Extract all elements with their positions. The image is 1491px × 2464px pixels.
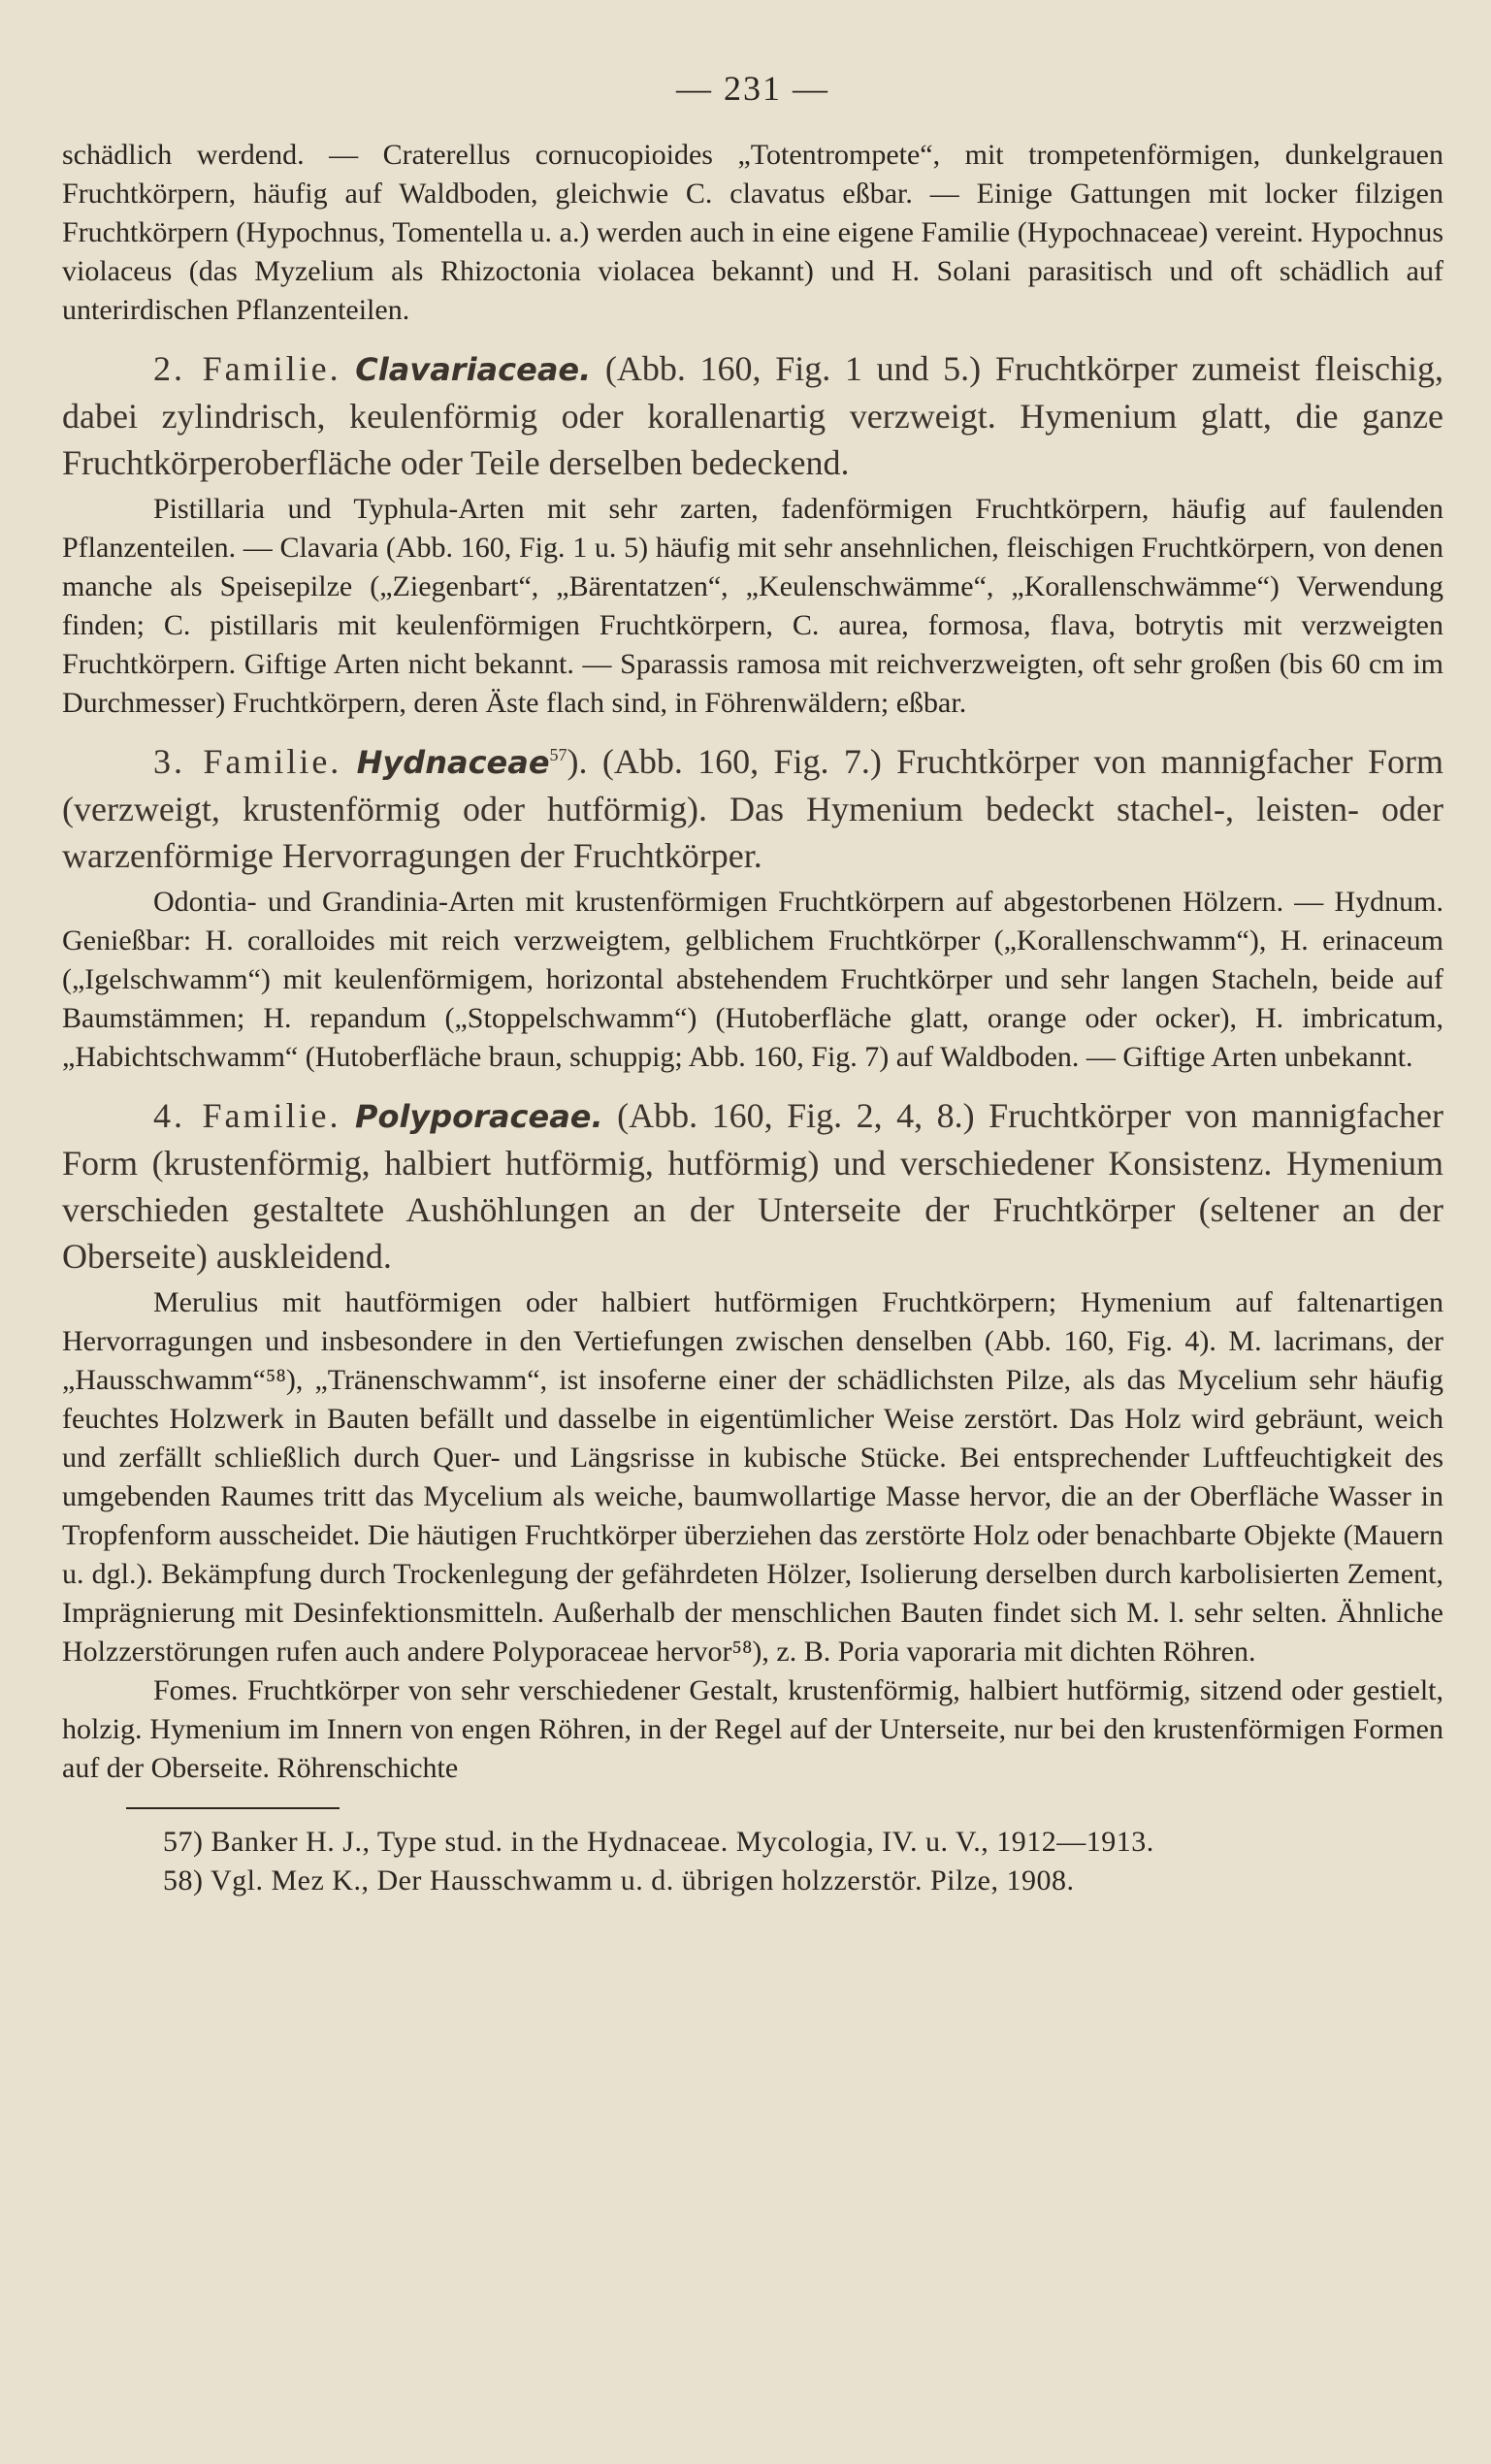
footnote-mark: 57): [163, 1826, 204, 1858]
family-2-label: 2. Familie.: [153, 349, 341, 388]
family-3-heading: 3. Familie. Hydnaceae$^{57}$). (Abb. 160, Fig. 7.) Fruchtkörper von mannigfacher Form (verzweigt, krustenförmig oder hutförmig). Das Hymenium bedeckt stachel-, leisten- oder warzenförmige Hervorragungen der Fruchtkörper.: [62, 742, 1443, 875]
family-2-description: (Abb. 160, Fig. 1 und 5.) Fruchtkörper zumeist fleischig, dabei zylindrisch, keulenförmig oder korallenartig verzweigt. Hymenium glatt, die ganze Fruchtkörperoberfläche oder Teile derselben bedeckend.: [62, 349, 1443, 482]
page-number: — 231 —: [676, 69, 829, 108]
book-page: [62, 68, 1443, 1900]
paragraph-merulius: Merulius mit hautförmigen oder halbiert hutförmigen Fruchtkörpern; Hymenium auf faltenartigen Hervorragungen und insbesondere in den Vertiefungen zwischen denselben (Abb. 160, Fig. 4). M. lacrimans, der „Hausschwamm“⁵⁸), „Tränenschwamm“, ist insoferne einer der schädlichsten Pilze, als das Mycelium sehr häufig feuchtes Holzwerk in Bauten befällt und dasselbe in eigentümlicher Weise zerstört. Das Holz wird gebräunt, weich und zerfällt schließlich durch Quer- und Längsrisse in kubische Stücke. Bei entsprechender Luftfeuchtigkeit des umgebenden Raumes tritt das Mycelium als weiche, baumwollartige Masse hervor, die an der Oberfläche Wasser in Tropfenform ausscheidet. Die häutigen Fruchtkörper überziehen das zerstörte Holz oder benachbarte Objekte (Mauern u. dgl.). Bekämpfung durch Trockenlegung der gefährdeten Hölzer, Isolierung derselben durch karbolisierten Zement, Imprägnierung mit Desinfektionsmitteln. Außerhalb der menschlichen Bauten findet sich M. l. sehr selten. Ähnliche Holzzerstörungen rufen auch andere Polyporaceae hervor⁵⁸), z. B. Poria vaporaria mit dichten Röhren.: [62, 1286, 1443, 1668]
family-3-name: Hydnaceae: [356, 744, 550, 781]
paragraph-hydnum: Odontia- und Grandinia-Arten mit krustenförmigen Fruchtkörpern auf abgestorbenen Hölzern. — Hydnum. Genießbar: H. coralloides mit reich verzweigtem, gelblichem Fruchtkörper („Korallenschwamm“), H. erinaceum („Igelschwamm“) mit keulenförmigem, horizontal abstehendem Fruchtkörper und sehr langen Stacheln, beide auf Baumstämmen; H. repandum („Stoppelschwamm“) (Hutoberfläche glatt, orange oder ocker), H. imbricatum, „Habichtschwamm“ (Hutoberfläche braun, schuppig; Abb. 160, Fig. 7) auf Waldboden. — Giftige Arten unbekannt.: [62, 886, 1443, 1073]
family-4-label: 4. Familie.: [153, 1096, 341, 1135]
footnote-58: [163, 1862, 1443, 1900]
footnote-mark: 58): [163, 1864, 204, 1897]
family-4-name: Polyporaceae.: [355, 1098, 603, 1135]
paragraph-clavaria: Pistillaria und Typhula-Arten mit sehr zarten, fadenförmigen Fruchtkörpern, häufig auf faulenden Pflanzenteilen. — Clavaria (Abb. 160, Fig. 1 u. 5) häufig mit sehr ansehnlichen, fleischigen Fruchtkörpern, von denen manche als Speisepilze („Ziegenbart“, „Bärentatzen“, „Keulenschwämme“, „Korallenschwämme“) Verwendung finden; C. pistillaris mit keulenförmigen Fruchtkörpern, C. aurea, formosa, flava, botrytis mit verzweigten Fruchtkörpern. Giftige Arten nicht bekannt. — Sparassis ramosa mit reichverzweigten, oft sehr großen (bis 60 cm im Durchmesser) Fruchtkörpern, deren Äste flach sind, in Föhrenwäldern; eßbar.: [62, 493, 1443, 719]
paragraph-fomes: Fomes. Fruchtkörper von sehr verschiedener Gestalt, krustenförmig, halbiert hutförmig, sitzend oder gestielt, holzig. Hymenium im Innern von engen Röhren, in der Regel auf der Unterseite, nur bei den krustenförmigen Formen auf der Oberseite. Röhrenschichte: [62, 1674, 1443, 1784]
footnote-divider: [126, 1807, 340, 1809]
paragraph-craterellus: schädlich werdend. — Craterellus cornucopioides „Totentrompete“, mit trompetenförmigen, dunkelgrauen Fruchtkörpern, häufig auf Waldboden, gleichwie C. clavatus eßbar. — Einige Gattungen mit locker filzigen Fruchtkörpern (Hypochnus, Tomentella u. a.) werden auch in eine eigene Familie (Hypochnaceae) vereint. Hypochnus violaceus (das Myzelium als Rhizoctonia violacea bekannt) und H. Solani parasitisch und oft schädlich auf unterirdischen Pflanzenteilen.: [62, 139, 1443, 326]
family-2-name: Clavariaceae.: [355, 351, 592, 388]
family-3-description: (Abb. 160, Fig. 7.) Fruchtkörper von mannigfacher Form (verzweigt, krustenförmig oder hutförmig). Das Hymenium bedeckt stachel-, leisten- oder warzenförmige Hervorragungen der Fruchtkörper.: [62, 742, 1443, 875]
family-3-label: 3. Familie.: [153, 742, 342, 781]
family-4-heading: [62, 1092, 1443, 1280]
footnote-text: Vgl. Mez K., Der Hausschwamm u. d. übrigen holzzerstör. Pilze, 1908.: [210, 1864, 1075, 1897]
family-4-description: (Abb. 160, Fig. 2, 4, 8.) Fruchtkörper von mannigfacher Form (krustenförmig, halbiert hutförmig, hutförmig) und verschiedener Konsistenz. Hymenium verschieden gestaltete Aushöhlungen an der Unterseite der Fruchtkörper (seltener an der Oberseite) auskleidend.: [62, 1096, 1443, 1276]
footnote-ref-57: 57: [549, 745, 567, 764]
family-2-heading: [62, 345, 1443, 486]
footnote-57: [163, 1823, 1443, 1862]
footnote-text: Banker H. J., Type stud. in the Hydnaceae. Mycologia, IV. u. V., 1912—1913.: [211, 1826, 1154, 1858]
